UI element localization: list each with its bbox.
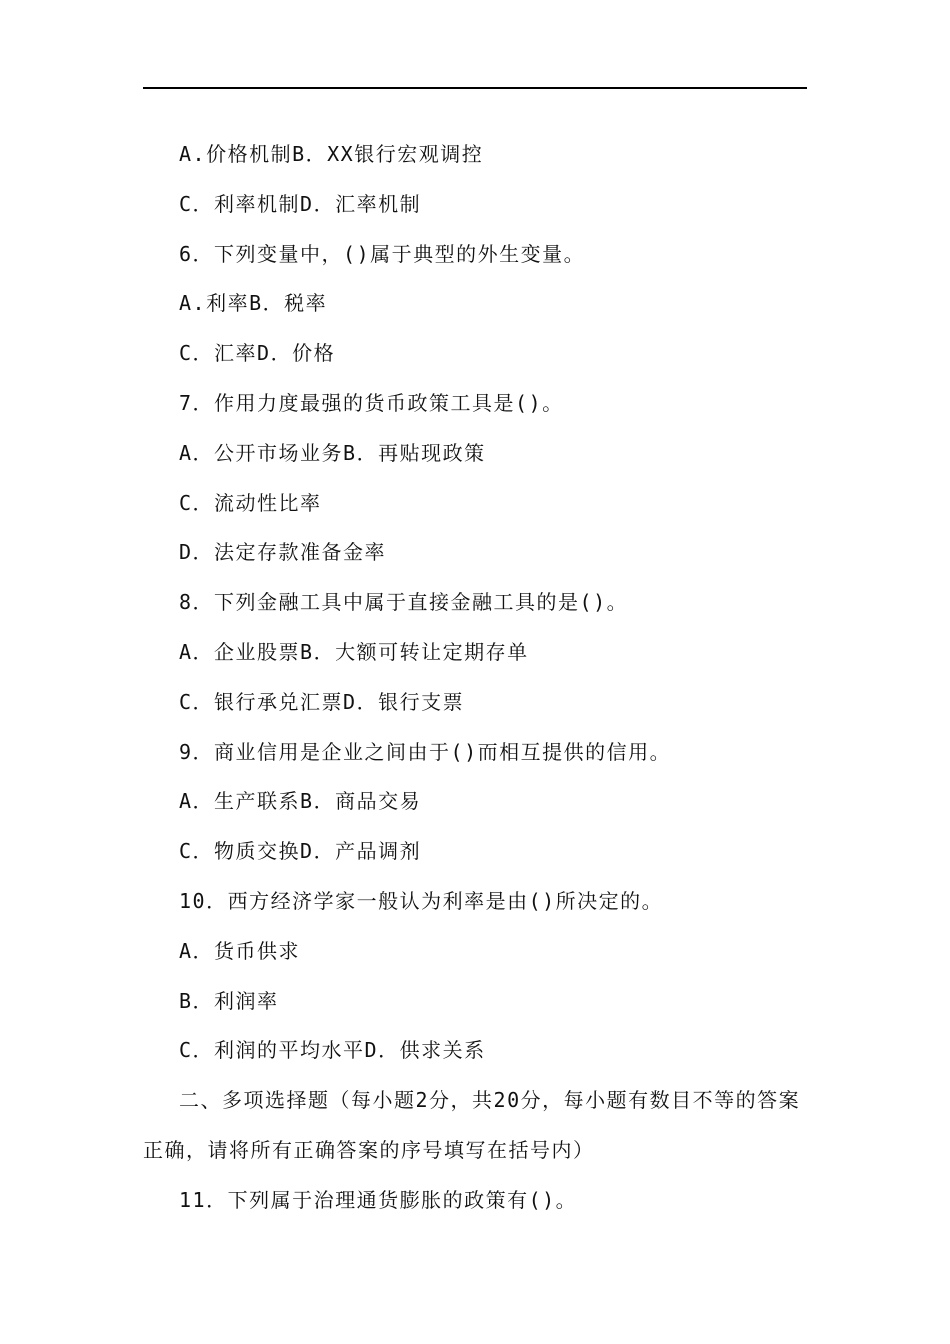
option-line: A．货币供求: [179, 938, 301, 963]
question-6: 6．下列变量中，()属于典型的外生变量。: [179, 241, 586, 266]
question-9: 9．商业信用是企业之间由于()而相互提供的信用。: [179, 739, 672, 764]
option-line: A．生产联系B．商品交易: [179, 789, 422, 814]
option-line: A.价格机制B．XX银行宏观调控: [179, 142, 484, 166]
question-10: 10．西方经济学家一般认为利率是由()所决定的。: [179, 888, 664, 913]
question-11: 11．下列属于治理通货膨胀的政策有()。: [179, 1187, 578, 1212]
option-line: C．利率机制D．汇率机制: [179, 191, 422, 216]
question-8: 8．下列金融工具中属于直接金融工具的是()。: [179, 590, 629, 615]
option-line: D．法定存款准备金率: [179, 540, 387, 565]
option-line: A．企业股票B．大额可转让定期存单: [179, 639, 529, 664]
option-line: C．物质交换D．产品调剂: [179, 839, 422, 864]
question-7: 7．作用力度最强的货币政策工具是()。: [179, 390, 564, 415]
option-line: B．利润率: [179, 988, 279, 1013]
header-rule: [143, 87, 807, 89]
option-line: C．流动性比率: [179, 490, 322, 515]
option-line: C．利润的平均水平D．供求关系: [179, 1038, 486, 1063]
option-line: C．银行承兑汇票D．银行支票: [179, 689, 465, 714]
option-line: C．汇率D．价格: [179, 341, 336, 366]
option-line: A.利率B．税率: [179, 291, 328, 316]
section-heading: 二、多项选择题（每小题2分，共20分，每小题有数目不等的答案正确，请将所有正确答案的序号填写在括号内）: [143, 1088, 801, 1162]
document-body: [143, 130, 807, 1226]
option-line: A．公开市场业务B．再贴现政策: [179, 440, 486, 465]
